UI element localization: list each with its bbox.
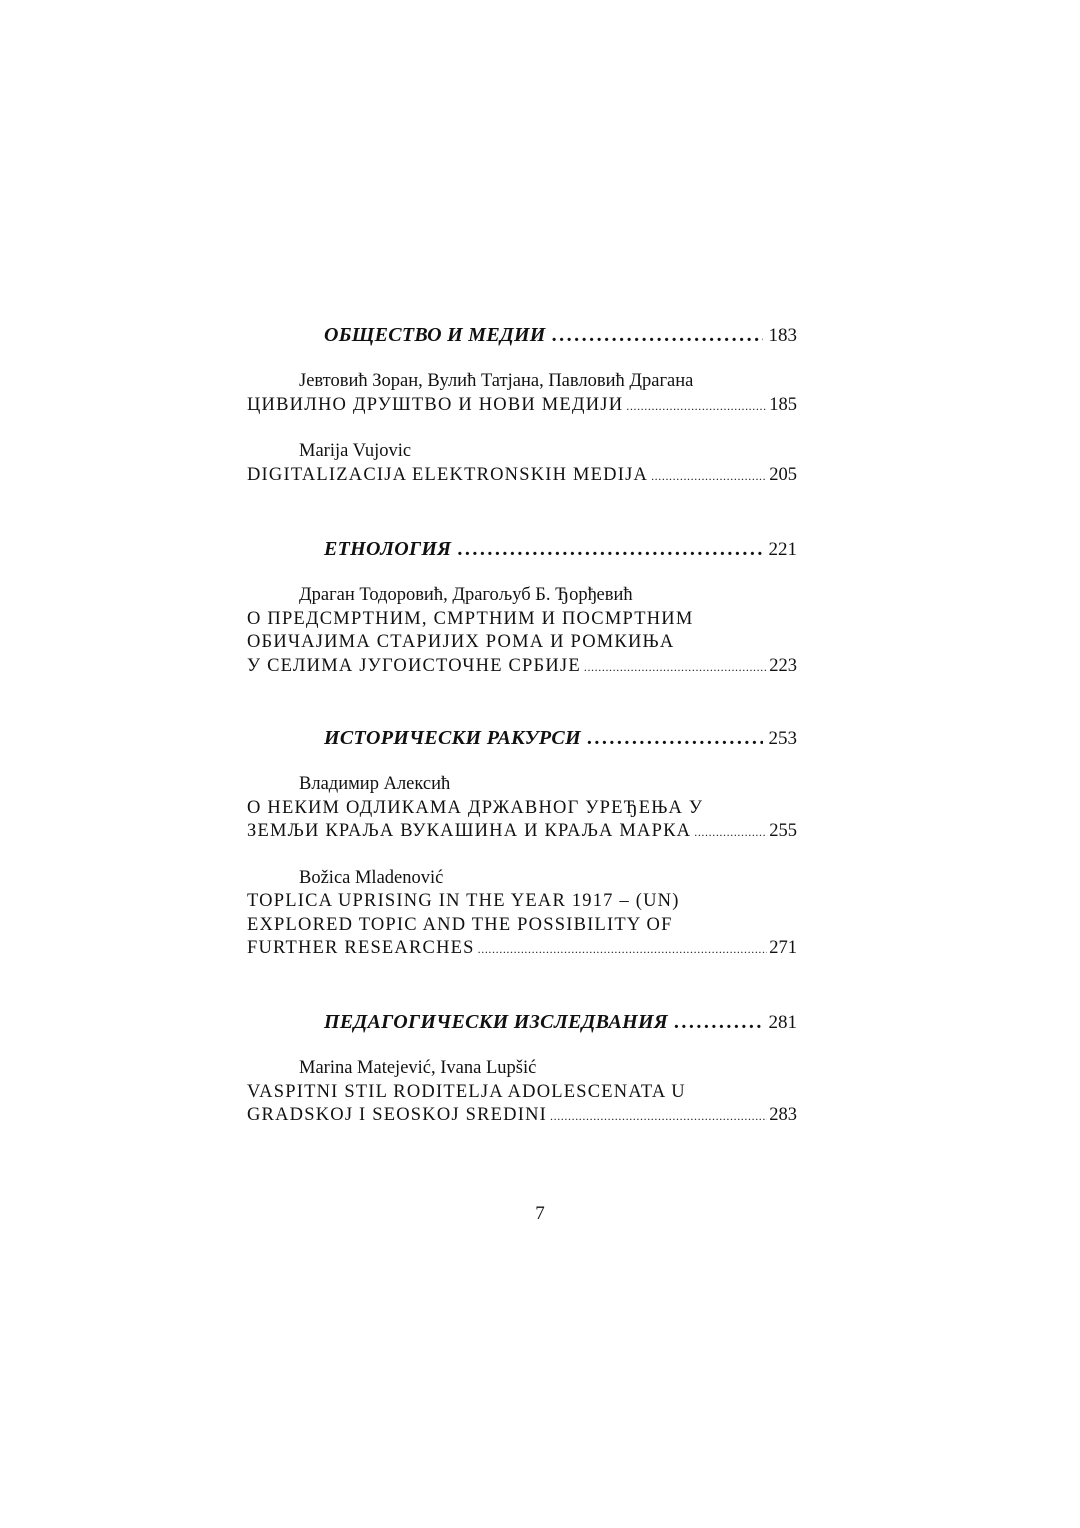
page-number: 7 [535, 1203, 545, 1224]
dot-leader [584, 656, 767, 680]
section-title: ИСТОРИЧЕСКИ РАКУРСИ [324, 727, 581, 749]
toc-section [247, 1009, 797, 1129]
entry-authors: Јевтовић Зоран, Вулић Татјана, Павловић Драгана [299, 371, 694, 391]
entry-title-last-line [247, 655, 797, 680]
entry-title: GRADSKOJ I SEOSKOJ SREDINI [247, 1105, 547, 1125]
entry-title: У СЕЛИМА ЈУГОИСТОЧНЕ СРБИЈЕ [247, 655, 581, 676]
toc-entry[interactable] [247, 584, 797, 679]
section-title: ПЕДАГОГИЧЕСКИ ИЗСЛЕДВАНИЯ [324, 1011, 668, 1033]
entry-authors: Marina Matejević, Ivana Lupšić [299, 1058, 537, 1078]
entry-authors: Božica Mladenović [299, 867, 444, 888]
dot-leader [587, 725, 763, 751]
entry-title: FURTHER RESEARCHES [247, 938, 475, 958]
toc-entry[interactable] [247, 440, 797, 488]
entry-title-line: О НЕКИМ ОДЛИКАМА ДРЖАВНОГ УРЕЂЕЊА У [247, 797, 704, 818]
entry-title-line: О ПРЕДСМРТНИМ, СМРТНИМ И ПОСМРТНИМ [247, 608, 694, 629]
dot-leader [552, 322, 763, 348]
section-title: ОБЩЕСТВО И МЕДИИ [324, 324, 546, 346]
section-page-number: 183 [768, 325, 797, 346]
entry-authors: Владимир Алексић [299, 774, 451, 794]
entry-title: ЦИВИЛНО ДРУШТВО И НОВИ МЕДИЈИ [247, 394, 624, 415]
entry-title-last-line [247, 394, 797, 419]
toc-entry[interactable] [247, 773, 797, 845]
section-page-number: 253 [768, 728, 797, 749]
entry-page-number: 205 [769, 464, 797, 485]
dot-leader [626, 395, 767, 419]
toc-section [247, 536, 797, 679]
entry-title-line: ОБИЧАЈИМА СТАРИЈИХ РОМА И РОМКИЊА [247, 632, 675, 652]
entry-title: DIGITALIZACIJA ELEKTRONSKIH MEDIJA [247, 464, 649, 485]
entry-title-line: TOPLICA UPRISING IN THE YEAR 1917 – (UN) [247, 891, 680, 911]
dot-leader [478, 938, 768, 962]
toc-section [247, 322, 797, 488]
section-page-number: 281 [768, 1012, 797, 1033]
section-title: ЕТНОЛОГИЯ [324, 538, 452, 560]
dot-leader [550, 1105, 767, 1129]
entry-title-last-line [247, 1104, 797, 1129]
entry-authors: Драган Тодоровић, Драгољуб Б. Ђорђевић [299, 585, 633, 605]
entry-title-line: VASPITNI STIL RODITELJA ADOLESCENATA U [247, 1081, 686, 1102]
section-heading[interactable] [247, 1009, 797, 1035]
dot-leader [651, 465, 767, 489]
entry-page-number: 271 [769, 938, 797, 958]
section-heading[interactable] [247, 536, 797, 562]
toc-entry[interactable] [247, 1057, 797, 1129]
entry-title-last-line [247, 937, 797, 962]
toc-entry[interactable] [247, 370, 797, 418]
dot-leader [674, 1009, 763, 1035]
entry-page-number: 255 [769, 821, 797, 841]
entry-authors: Marija Vujovic [299, 441, 412, 461]
toc-entry[interactable] [247, 867, 797, 962]
section-page-number: 221 [768, 539, 797, 560]
dot-leader [694, 821, 767, 845]
section-heading[interactable] [247, 725, 797, 751]
entry-title-last-line [247, 464, 797, 489]
entry-page-number: 185 [769, 394, 797, 415]
dot-leader [457, 536, 762, 562]
entry-title-line: EXPLORED TOPIC AND THE POSSIBILITY OF [247, 914, 673, 935]
entry-title: ЗЕМЉИ КРАЉА ВУКАШИНА И КРАЉА МАРКА [247, 821, 692, 841]
entry-title-last-line [247, 820, 797, 845]
toc-section [247, 725, 797, 962]
section-heading[interactable] [247, 322, 797, 348]
entry-page-number: 223 [769, 655, 797, 676]
entry-page-number: 283 [769, 1105, 797, 1125]
